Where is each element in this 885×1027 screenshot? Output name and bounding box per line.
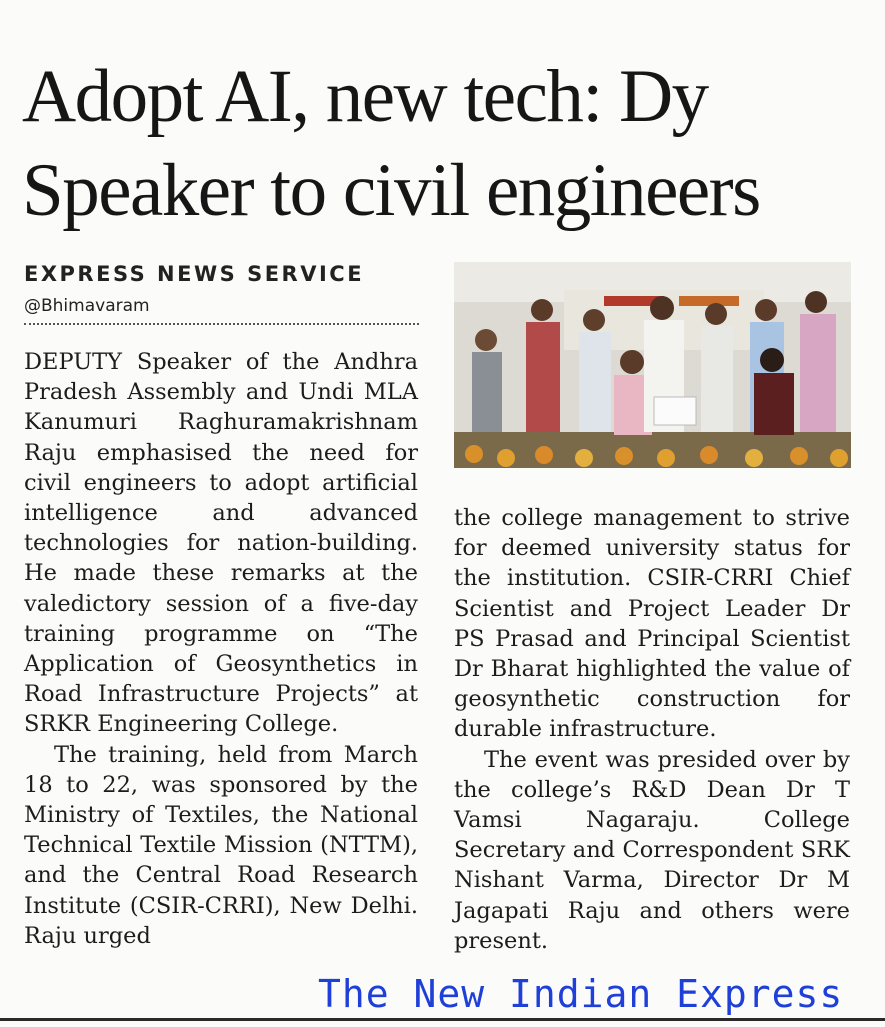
event-photo-illustration: [454, 262, 851, 468]
paragraph: The event was presided over by the college’s R&D Dean Dr T Vamsi Nagaraju. College Secretary and Correspondent SRK Nishant Varma, Director Dr M Jagapati Raju and others were present.: [454, 746, 850, 954]
bottom-rule: [0, 1018, 885, 1021]
paragraph: the college management to strive for deemed university status for the institution. CSIR-CRRI Chief Scientist and Project Leader Dr PS Prasad and Principal Scientist Dr Bharat highlighted the value of geosynthetic construction for durable infrastructure.: [454, 505, 850, 743]
dotted-divider: [24, 323, 419, 325]
paragraph: DEPUTY Speaker of the Andhra Pradesh Assembly and Undi MLA Kanumuri Raghuramakrishnam Raju emphasised the need for civil engineers to adopt artificial intelligence and advanced technologies for nation-building. He made these remarks at the valedictory session of a five-day training programme on “The Application of Geosynthetics in Road Infrastructure Projects” at SRKR Engineering College.: [24, 349, 418, 738]
event-photo: [454, 262, 851, 468]
article-column-2: [454, 503, 850, 956]
byline: EXPRESS NEWS SERVICE: [24, 262, 365, 286]
headline: Adopt AI, new tech: Dy Speaker to civil engineers: [22, 55, 760, 232]
dateline: @Bhimavaram: [24, 296, 150, 316]
publication-watermark: The New Indian Express: [318, 972, 844, 1016]
article-column-1: [24, 347, 418, 951]
paragraph: The training, held from March 18 to 22, was sponsored by the Ministry of Textiles, the National Technical Textile Mission (NTTM), and the Central Road Research Institute (CSIR-CRRI), New Delhi. Raju urged: [24, 741, 418, 949]
